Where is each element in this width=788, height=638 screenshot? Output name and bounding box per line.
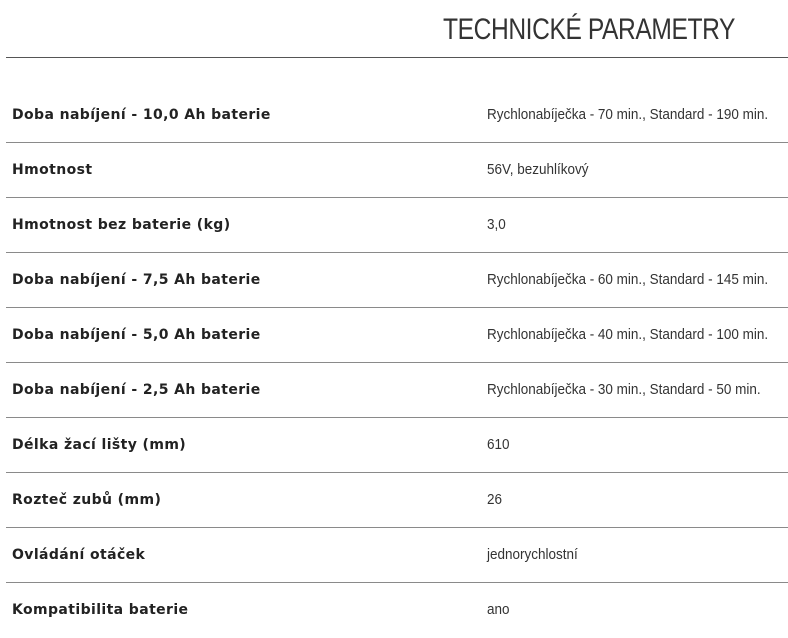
table-row xyxy=(6,473,788,528)
spec-value: Rychlonabíječka - 70 min., Standard - 190 min. xyxy=(487,107,769,123)
spec-value: 26 xyxy=(487,492,503,508)
spec-label: Hmotnost bez baterie (kg) xyxy=(12,217,231,233)
spec-label: Doba nabíjení - 2,5 Ah baterie xyxy=(12,382,261,398)
title-divider xyxy=(6,57,788,58)
spec-label: Doba nabíjení - 5,0 Ah baterie xyxy=(12,327,261,343)
spec-label: Doba nabíjení - 10,0 Ah baterie xyxy=(12,107,271,123)
table-row xyxy=(6,308,788,363)
spec-value: Rychlonabíječka - 60 min., Standard - 145 min. xyxy=(487,272,769,288)
spec-label: Kompatibilita baterie xyxy=(12,602,189,618)
table-row xyxy=(6,418,788,473)
spec-label: Doba nabíjení - 7,5 Ah baterie xyxy=(12,272,261,288)
table-row xyxy=(6,88,788,143)
table-row xyxy=(6,363,788,418)
table-row xyxy=(6,528,788,583)
table-row xyxy=(6,253,788,308)
spec-value: 3,0 xyxy=(487,217,506,233)
spec-label: Rozteč zubů (mm) xyxy=(12,492,162,508)
spec-value: Rychlonabíječka - 40 min., Standard - 100 min. xyxy=(487,327,769,343)
spec-label: Délka žací lišty (mm) xyxy=(12,437,187,453)
table-row xyxy=(6,198,788,253)
spec-label: Ovládání otáček xyxy=(12,547,146,563)
spec-table xyxy=(6,88,788,638)
table-row xyxy=(6,583,788,638)
page-title: TECHNICKÉ PARAMETRY xyxy=(443,13,736,46)
table-row xyxy=(6,143,788,198)
spec-label: Hmotnost xyxy=(12,162,93,178)
spec-value: 610 xyxy=(487,437,510,453)
spec-value: 56V, bezuhlíkový xyxy=(487,162,589,178)
spec-value: Rychlonabíječka - 30 min., Standard - 50 min. xyxy=(487,382,761,398)
spec-value: ano xyxy=(487,602,510,618)
spec-value: jednorychlostní xyxy=(487,547,578,563)
